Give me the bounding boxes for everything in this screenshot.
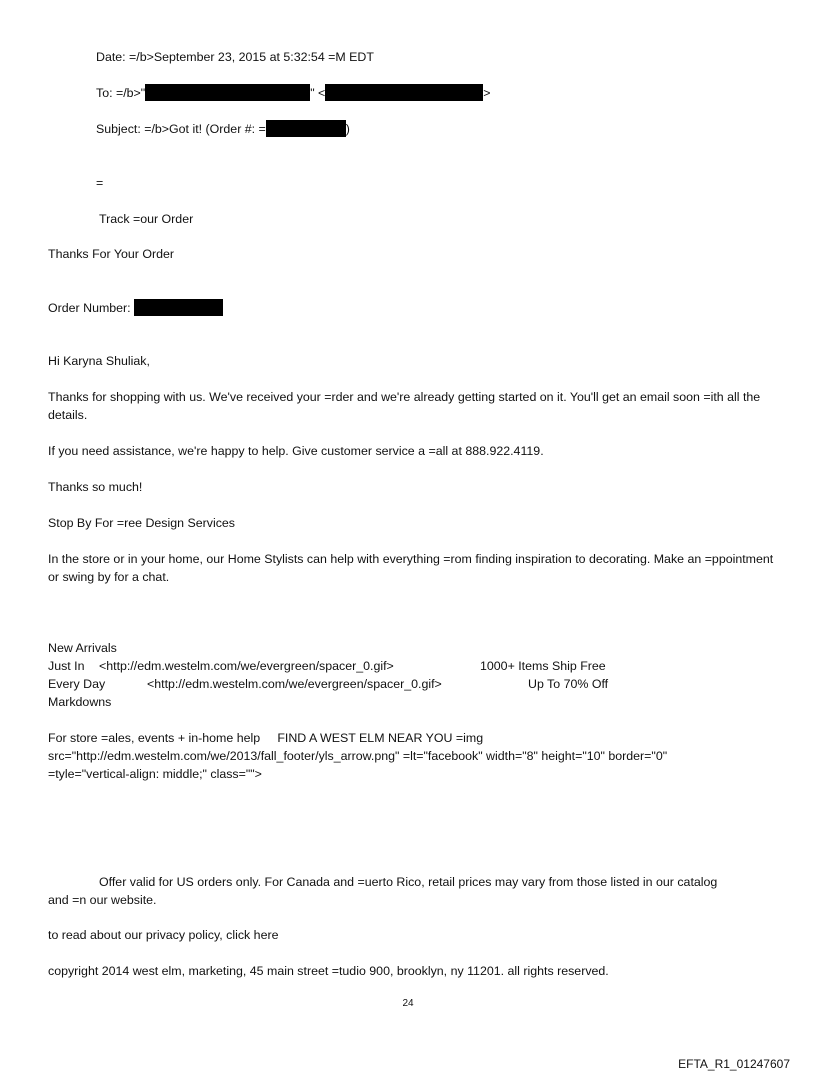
- thanks-heading: Thanks For Your Order: [48, 247, 175, 261]
- redaction-box: [134, 299, 223, 316]
- markdowns-label: Markdowns: [48, 695, 112, 709]
- to-mid: " <: [310, 86, 326, 100]
- subject-label: Subject: =/b>: [96, 122, 170, 136]
- spacer-url-2[interactable]: <http://edm.westelm.com/we/evergreen/spacer_0.gif>: [147, 677, 442, 691]
- paragraph-received: Thanks for shopping with us. We've received your =rder and we're already getting started on it. You'll get an email soon =ith all the details.: [48, 390, 761, 422]
- date-value: September 23, 2015 at 5:32:54 =M EDT: [153, 50, 374, 64]
- order-number-label: Order Number:: [48, 301, 131, 315]
- paragraph-assistance: If you need assistance, we're happy to help. Give customer service a =all at 888.922.4119.: [48, 444, 544, 458]
- store-line-2: src="http://edm.westelm.com/we/2013/fall_footer/yls_arrow.png" =lt="facebook" width="8" height="10" border="0": [48, 749, 668, 763]
- privacy-link[interactable]: to read about our privacy policy, click here: [48, 928, 279, 942]
- subject-end: ): [345, 122, 350, 136]
- bates-number: EFTA_R1_01247607: [678, 1057, 790, 1071]
- store-line-1: For store =ales, events + in-home help FIND A WEST ELM NEAR YOU =img: [48, 731, 484, 745]
- every-day-label: Every Day: [48, 677, 106, 691]
- just-in-label: Just In: [48, 659, 85, 673]
- design-services-heading: Stop By For =ree Design Services: [48, 516, 235, 530]
- paragraph-stylists: In the store or in your home, our Home Stylists can help with everything =rom finding inspiration to decorating. Make an =ppointment or swing by for a chat.: [48, 552, 774, 584]
- spacer-url-1[interactable]: <http://edm.westelm.com/we/evergreen/spacer_0.gif>: [99, 659, 394, 673]
- track-order-link[interactable]: Track =our Order: [99, 212, 194, 226]
- redaction-box: [266, 120, 346, 137]
- date-label: Date: =/b>: [96, 50, 154, 64]
- order-number-line: [48, 299, 223, 317]
- to-line: [96, 84, 491, 102]
- new-arrivals-label: New Arrivals: [48, 641, 117, 655]
- ship-free-label: 1000+ Items Ship Free: [480, 659, 606, 673]
- copyright-line: copyright 2014 west elm, marketing, 45 main street =tudio 900, brooklyn, ny 11201. all rights reserved.: [48, 964, 609, 978]
- to-end: >: [483, 86, 491, 100]
- subject-value: Got it! (Order #: =: [169, 122, 266, 136]
- thanks-so-much: Thanks so much!: [48, 480, 143, 494]
- offer-paragraph: Offer valid for US orders only. For Canada and =uerto Rico, retail prices may vary from those listed in our catalog and =n our website.: [48, 875, 718, 907]
- page-number: 24: [402, 998, 414, 1009]
- to-label: To: =/b>": [96, 86, 146, 100]
- greeting: Hi Karyna Shuliak,: [48, 354, 150, 368]
- equals-line: =: [96, 176, 104, 190]
- subject-line: [96, 120, 350, 138]
- up-to-off-label: Up To 70% Off: [528, 677, 609, 691]
- store-line-3: =tyle="vertical-align: middle;" class="">: [48, 767, 262, 781]
- redaction-box: [325, 84, 483, 101]
- redaction-box: [145, 84, 310, 101]
- date-line: [96, 48, 374, 66]
